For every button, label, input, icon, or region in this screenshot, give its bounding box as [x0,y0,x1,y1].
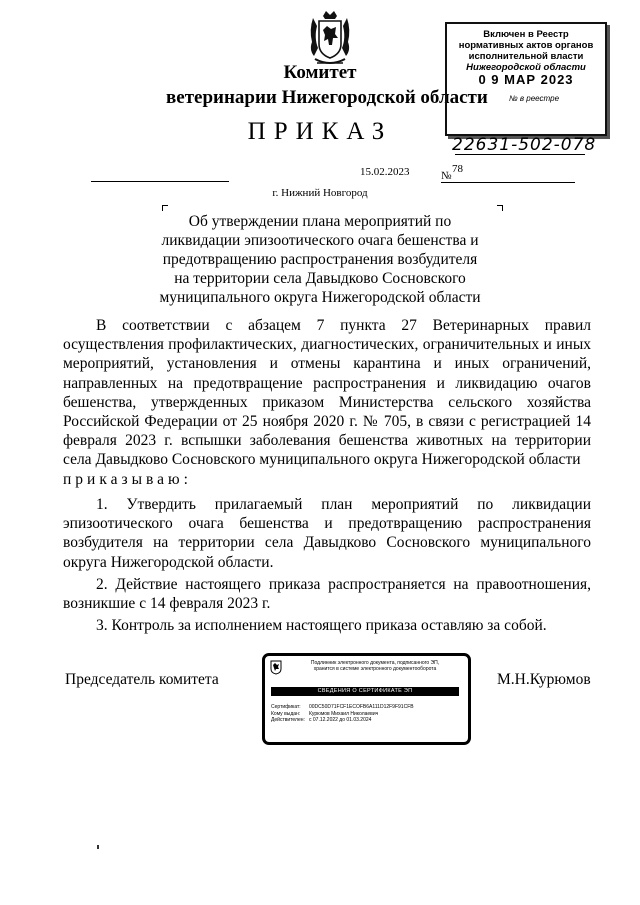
order-item-1 [63,495,591,572]
document-type-title: ПРИКАЗ [247,118,393,145]
coat-of-arms-emblem [305,8,355,70]
certificate-details [271,704,414,724]
preamble-line: села Давыдково Сосновского муниципального округа Нижегородской области [63,451,581,469]
e-signature-note-line: Подлинник электронного документа, подписанного ЭП, [310,660,440,666]
registry-stamp-line: Нижегородской области [466,62,586,73]
item-line: 2. Действие настоящего приказа распространяется на правоотношения, [96,576,591,593]
subject-line: муниципального округа Нижегородской области [159,289,481,306]
registry-number: 22631-502-078 [452,135,597,155]
registry-number-label: № в реестре [509,94,560,103]
preamble-line: февраля 2023 г. вспышки заболевания бешенства животных на территории [63,432,591,450]
signer-name: М.Н.Курюмов [497,671,591,688]
registry-stamp-line: исполнительной власти [468,51,584,62]
order-item-2 [63,575,591,613]
e-signature-note [287,660,463,672]
order-word: приказываю: [63,470,192,488]
order-number-label: № [441,170,452,182]
subject-corner-left [162,205,168,211]
scan-artifact-dot [97,845,99,849]
issued-value: Курюмов Михаил Николаевич [309,710,379,717]
preamble-line: осуществления профилактических, диагностических, ограничительных и иных [63,336,591,354]
order-date: 15.02.2023 [360,166,410,178]
preamble-line: мероприятий, установления и отмены карантина и иных ограничений, [63,355,591,373]
preamble-paragraph [63,316,591,489]
subject-corner-right [497,205,503,211]
item-line: 1. Утвердить прилагаемый план мероприятий по ликвидации [96,496,591,513]
item-line: эпизоотического очага бешенства и предотвращению распространения [63,515,591,533]
signer-position: Председатель комитета [65,671,219,688]
number-underline [441,182,575,183]
item-line: возникшие с 14 февраля 2023 г. [63,595,271,613]
order-city: г. Нижний Новгород [272,187,368,199]
valid-value: с 07.12.2022 до 01.03.2024 [309,717,372,723]
preamble-line: бешенства, утвержденных приказом Министерства сельского хозяйства [63,393,591,411]
valid-label: Действителен: [271,717,305,723]
registry-stamp-line: Включен в Реестр [483,29,569,40]
coat-of-arms-small-icon [270,660,282,675]
order-subject [140,212,500,307]
preamble-line: направленных на предотвращение распространения и ликвидацию очагов [63,374,591,392]
subject-line: Об утверждении плана мероприятий по [188,213,452,230]
registry-stamp-date: 0 9 МАР 2023 [478,72,574,87]
subject-line: на территории села Давыдково Сосновского [174,270,466,287]
order-item-3 [63,616,591,635]
order-number: 78 [452,163,463,175]
preamble-line: В соответствии с абзацем 7 пункта 27 Ветеринарных правил [96,317,591,334]
item-line: возбудителя на территории села Давыдково Сосновского муниципального [63,534,591,552]
date-underline [91,181,229,182]
item-line: 3. Контроль за исполнением настоящего приказа оставляю за собой. [96,617,547,634]
registry-stamp-line: нормативных актов органов [458,40,594,51]
org-name-line2: ветеринарии Нижегородской области [166,87,488,108]
registry-stamp [445,22,607,136]
registry-number-underline [455,154,585,155]
subject-line: ликвидации эпизоотического очага бешенства и [161,232,479,249]
e-signature-stamp [262,653,471,745]
cert-label: Сертификат: [271,704,301,710]
org-name-line1: Комитет [283,62,357,83]
item-line: округа Нижегородской области. [63,553,274,571]
cert-value: 00DC50D71FCF1ECOFB6A111D12F9F91CFB [309,704,414,710]
subject-line: предотвращению распространения возбудителя [162,251,478,268]
issued-label: Кому выдан: [271,710,301,717]
e-signature-note-line: хранится в системе электронного документооборота [313,666,437,672]
preamble-line: Российской Федерации от 25 ноября 2020 г. № 705, в связи с регистрацией 14 [63,413,591,431]
certificate-header: СВЕДЕНИЯ О СЕРТИФИКАТЕ ЭП [271,687,459,696]
